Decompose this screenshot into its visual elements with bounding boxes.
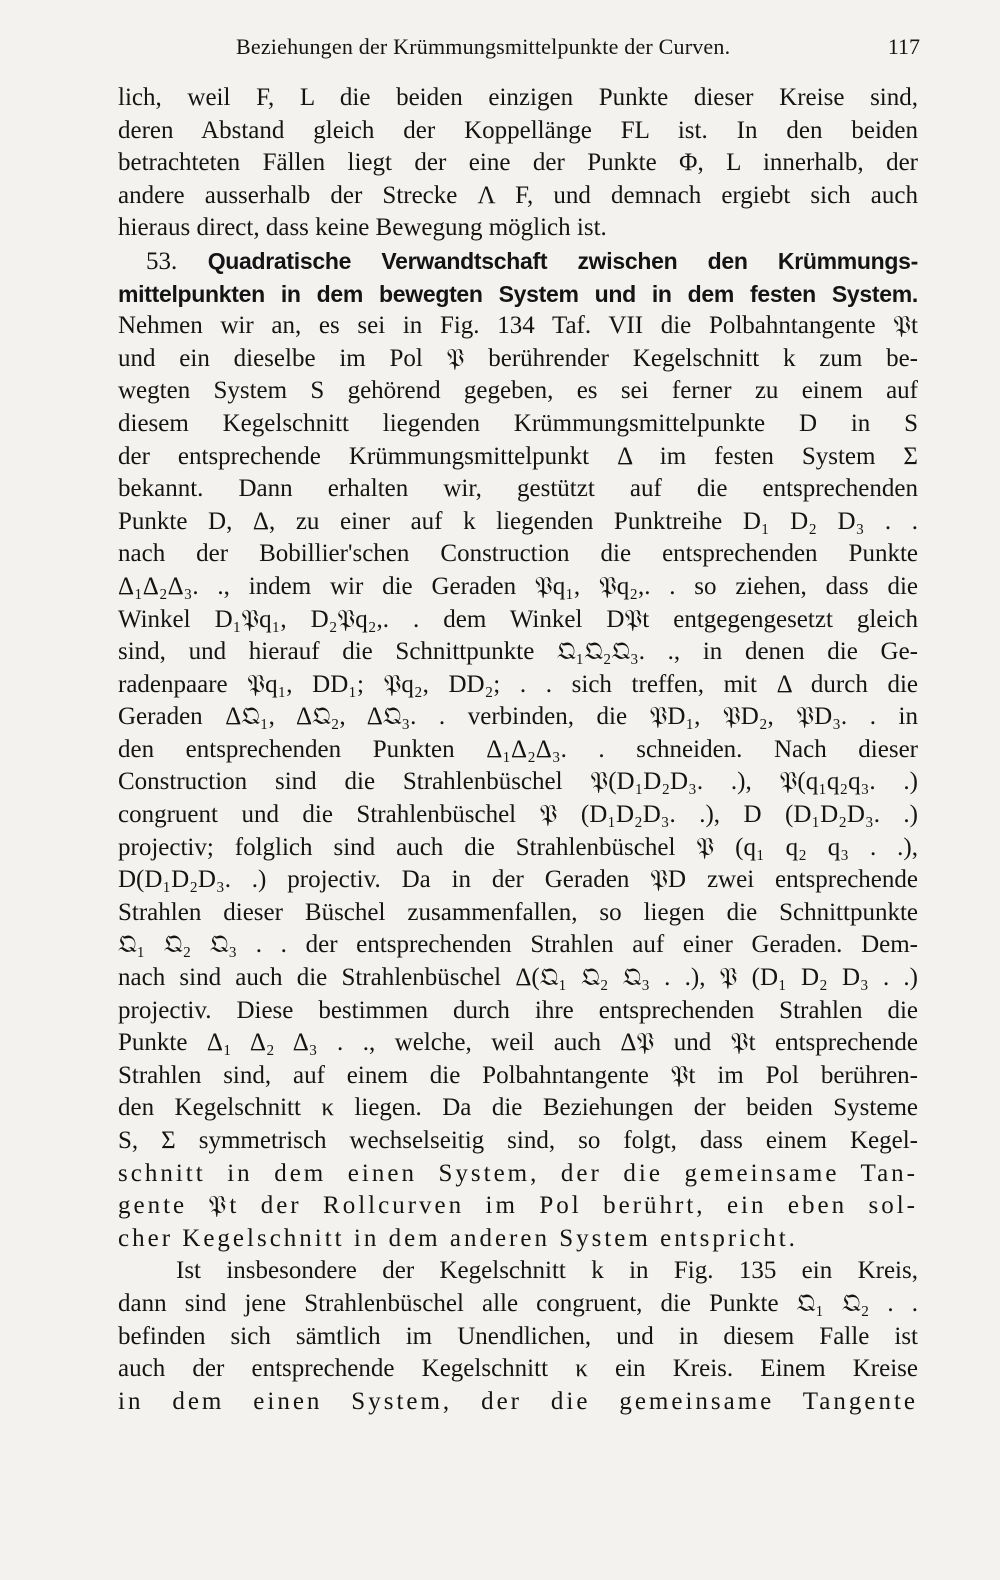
text-line: den entsprechenden Punkten Δ₁Δ₂Δ₃. . schneiden. Nach dieser [118,735,918,763]
text-line: dann sind jene Strahlenbüschel alle congruent, die Punkte 𝔔₁ 𝔔₂ . . [118,1289,918,1317]
text-line: Nehmen wir an, es sei in Fig. 134 Taf. VII die Polbahntangente 𝔓t [118,312,918,340]
text-line: sind, und hierauf die Schnittpunkte 𝔔₁𝔔₂𝔔₃. ., in denen die Ge- [118,638,918,666]
section-number: 53. [146,247,178,275]
text-line: Construction sind die Strahlenbüschel 𝔓(D₁D₂D₃. .), 𝔓(q₁q₂q₃. .) [118,768,918,796]
text-line: Winkel D₁𝔓q₁, D₂𝔓q₂,. . dem Winkel D𝔓t entgegengesetzt gleich [118,605,918,633]
section-heading-line [118,278,918,311]
text-line: in dem einen System, der die gemeinsame Tangente [118,1387,918,1415]
text-line: betrachteten Fällen liegt der eine der Punkte Φ, L innerhalb, der [118,149,918,177]
text-line: projectiv; folglich sind auch die Strahlenbüschel 𝔓 (q₁ q₂ q₃ . .), [118,833,918,861]
text-line: cher Kegelschnitt in dem anderen System entspricht. [118,1224,798,1252]
text-line: Strahlen dieser Büschel zusammenfallen, so liegen die Schnittpunkte [118,898,918,926]
running-header-title: Beziehungen der Krümmungsmittelpunkte der Curven. [236,34,731,59]
text-line: auch der entsprechende Kegelschnitt κ ein Kreis. Einem Kreise [118,1355,918,1383]
text-line: nach sind auch die Strahlenbüschel Δ(𝔔₁ 𝔔₂ 𝔔₃ . .), 𝔓 (D₁ D₂ D₃ . .) [118,964,918,992]
text-line: Punkte Δ₁ Δ₂ Δ₃ . ., welche, weil auch Δ𝔓 und 𝔓t entsprechende [118,1029,918,1057]
text-line: Δ₁Δ₂Δ₃. ., indem wir die Geraden 𝔓q₁, 𝔓q₂,. . so ziehen, dass die [118,572,918,600]
text-line: lich, weil F, L die beiden einzigen Punkte dieser Kreise sind, [118,84,918,111]
text-line: und ein dieselbe im Pol 𝔓 berührender Kegelschnitt k zum be- [118,344,918,372]
text-line: schnitt in dem einen System, der die gemeinsame Tan- [118,1159,918,1187]
text-line: wegten System S gehörend gegeben, es sei ferner zu einem auf [118,377,918,405]
text-line: S, Σ symmetrisch wechselseitig sind, so folgt, dass einem Kegel- [118,1127,918,1154]
text-line: deren Abstand gleich der Koppellänge FL ist. In den beiden [118,116,918,144]
text-line: hieraus direct, dass keine Bewegung möglich ist. [118,214,607,242]
text-line: befinden sich sämtlich im Unendlichen, und in diesem Falle ist [118,1322,918,1350]
text-line: den Kegelschnitt κ liegen. Da die Beziehungen der beiden Systeme [118,1094,918,1122]
text-line: projectiv. Diese bestimmen durch ihre entsprechenden Strahlen die [118,996,918,1024]
text-line: radenpaare 𝔓q₁, DD₁; 𝔓q₂, DD₂; . . sich treffen, mit Δ durch die [118,670,918,698]
page-number: 117 [887,34,920,59]
text-line: D(D₁D₂D₃. .) projectiv. Da in der Geraden 𝔓D zwei entsprechende [118,866,918,894]
text-line: gente 𝔓t der Rollcurven im Pol berührt, ein eben sol- [118,1192,918,1220]
text-line: andere ausserhalb der Strecke Λ F, und demnach ergiebt sich auch [118,181,918,209]
text-line: Strahlen sind, auf einem die Polbahntangente 𝔓t im Pol berühren- [118,1061,918,1089]
section-heading: mittelpunkten in dem bewegten System und in dem festen System. [118,280,918,307]
text-line: der entsprechende Krümmungsmittelpunkt Δ im festen System Σ [118,442,918,470]
text-line: nach der Bobillier'schen Construction die entsprechenden Punkte [118,540,918,568]
body-text [118,82,918,1418]
text-line: Ist insbesondere der Kegelschnitt k in Fig. 135 ein Kreis, [176,1257,918,1285]
text-line: Geraden Δ𝔔₁, Δ𝔔₂, Δ𝔔₃. . verbinden, die 𝔓D₁, 𝔓D₂, 𝔓D₃. . in [118,703,918,731]
text-line: bekannt. Dann erhalten wir, gestützt auf die entsprechenden [118,475,918,503]
text-line: congruent und die Strahlenbüschel 𝔓 (D₁D₂D₃. .), D (D₁D₂D₃. .) [118,801,918,829]
section-heading: Quadratische Verwandtschaft zwischen den Krümmungs- [207,247,918,274]
running-header [110,28,920,68]
section-heading-line [118,245,918,278]
text-line: 𝔔₁ 𝔔₂ 𝔔₃ . . der entsprechenden Strahlen auf einer Geraden. Dem- [118,931,918,959]
text-line: diesem Kegelschnitt liegenden Krümmungsmittelpunkte D in S [118,409,918,437]
text-line: Punkte D, Δ, zu einer auf k liegenden Punktreihe D₁ D₂ D₃ . . [118,507,918,535]
